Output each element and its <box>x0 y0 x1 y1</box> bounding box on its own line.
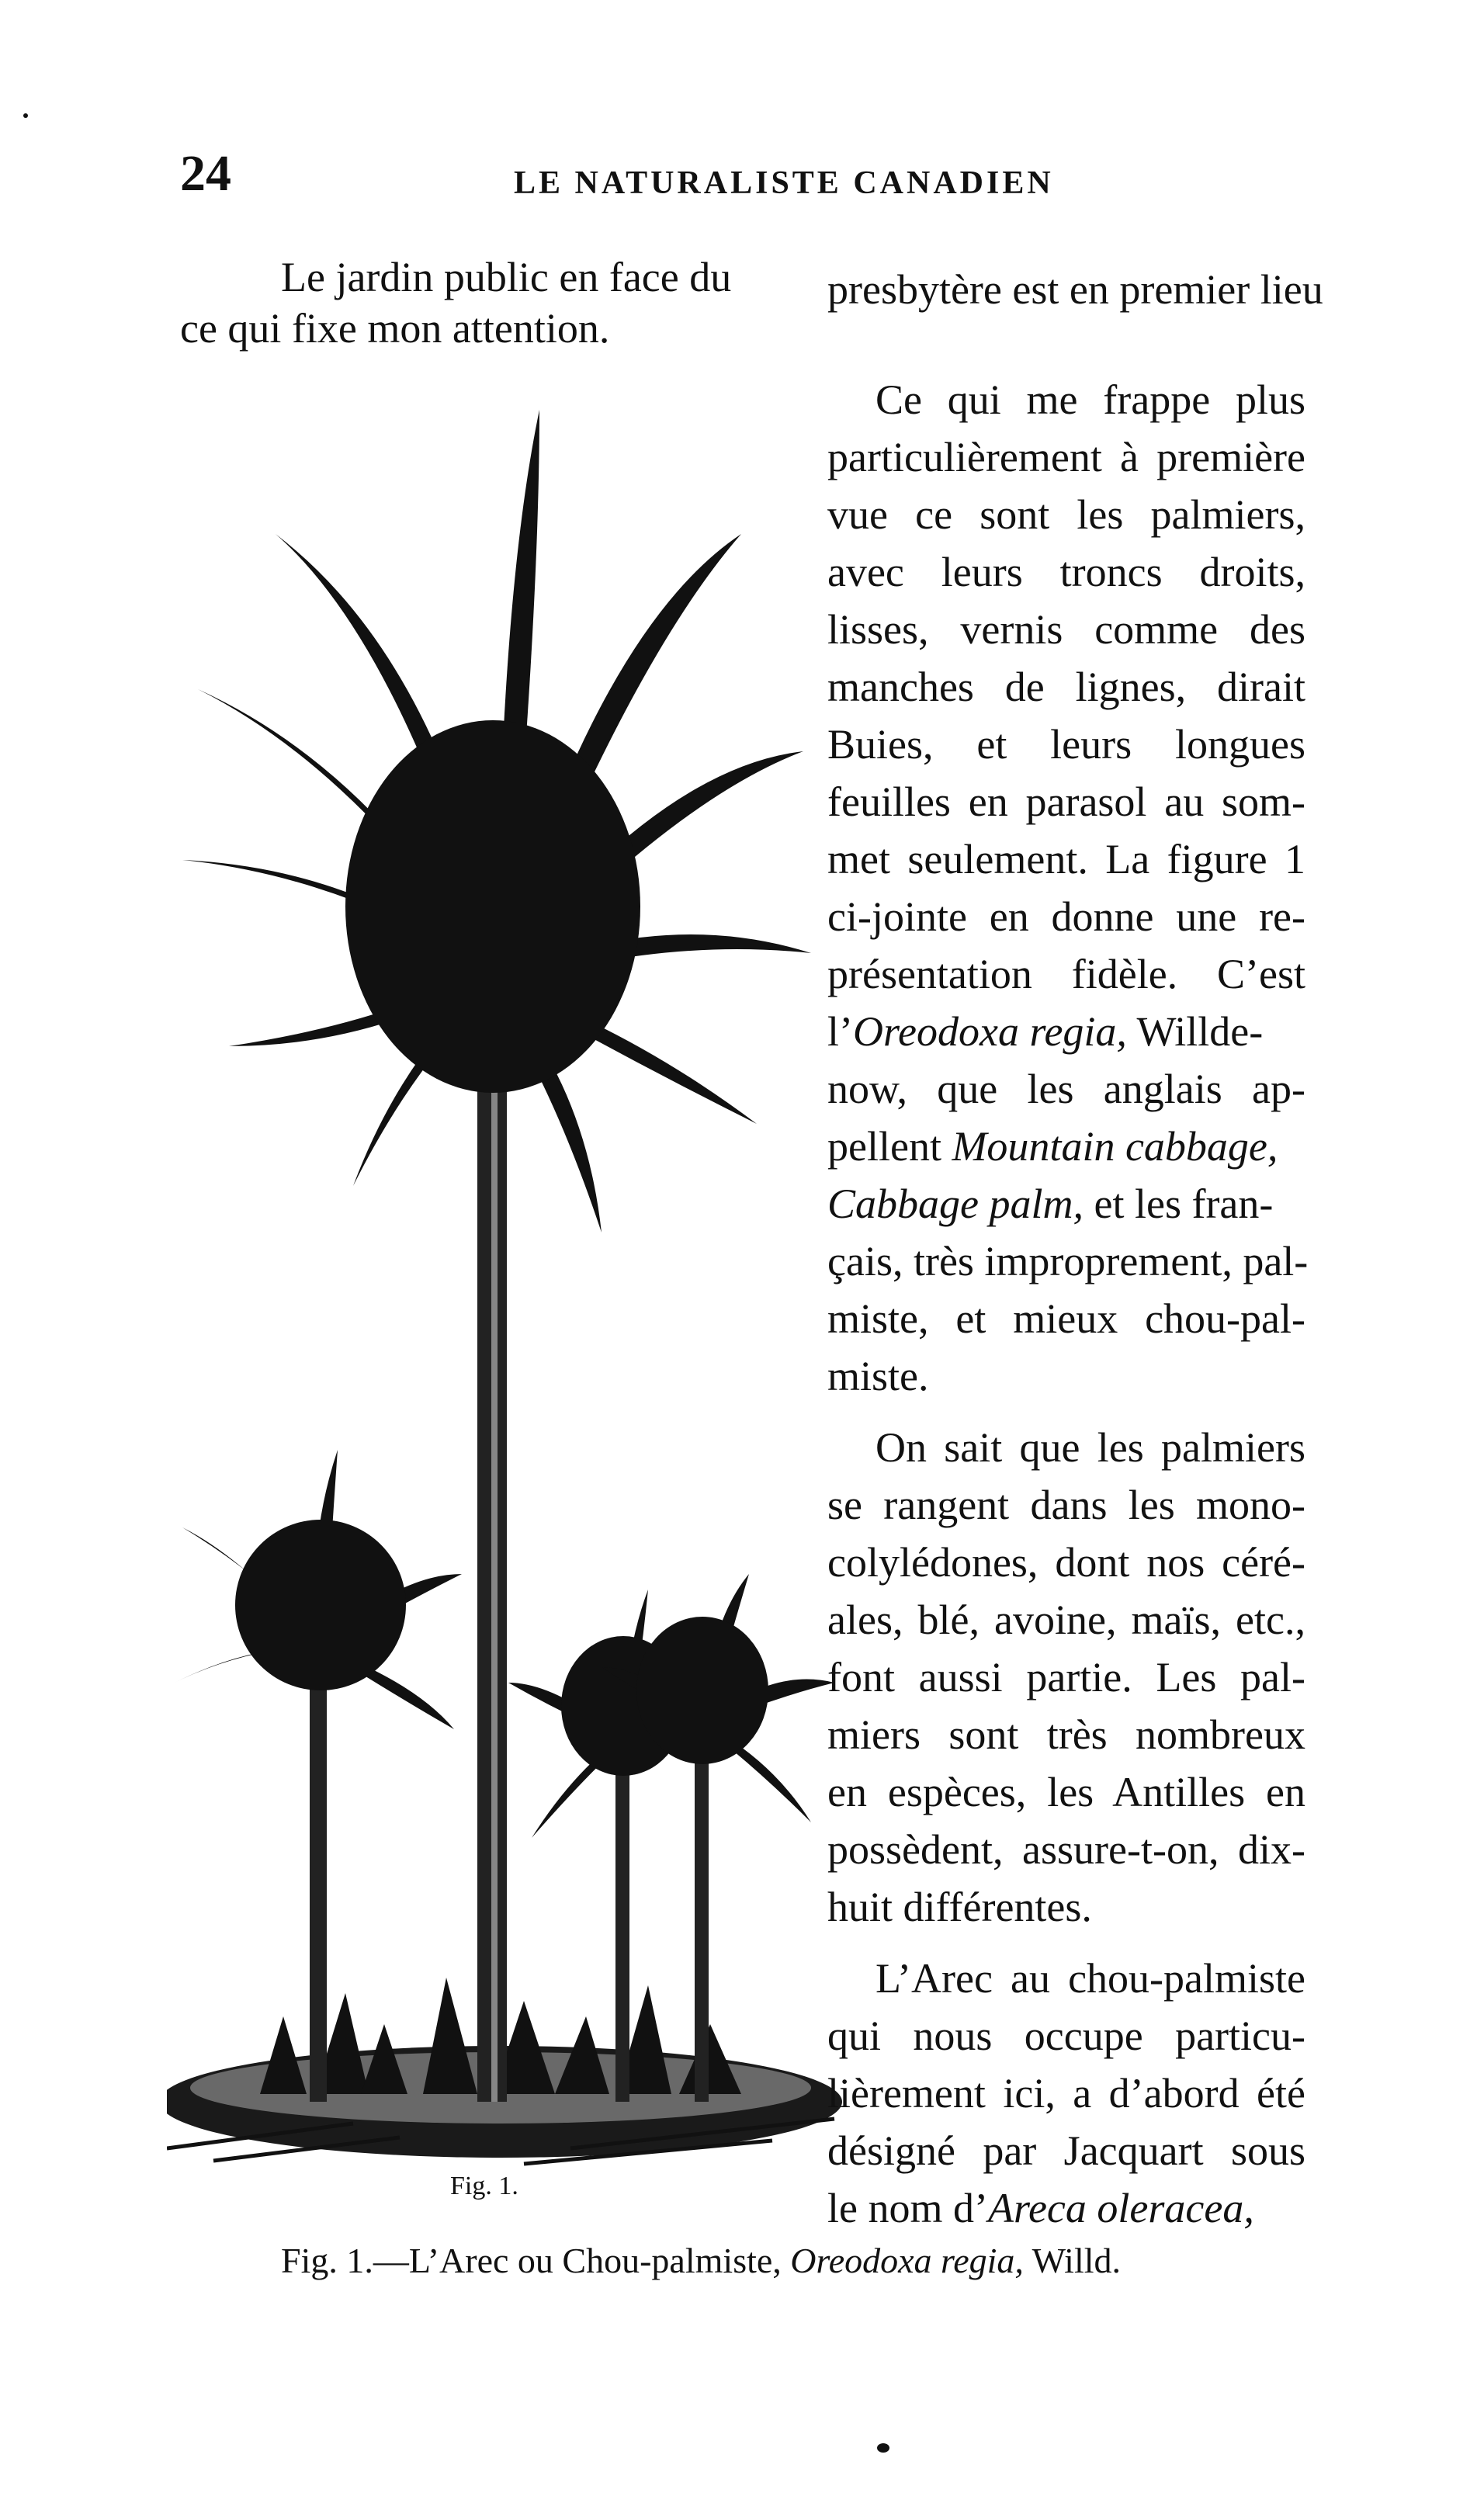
para3-line-4: désigné par Jacquart sous <box>827 2127 1305 2174</box>
para2-line-4: ales, blé, avoine, maïs, etc., <box>827 1597 1305 1643</box>
species-name-areca: Areca oleracea, <box>987 2185 1254 2231</box>
para2-line-2: se rangent dans les mono- <box>827 1482 1305 1528</box>
para2-line-8: possèdent, assure-t-on, dix- <box>827 1826 1305 1873</box>
para3-line-5-prefix: le nom d’ <box>827 2185 988 2231</box>
ink-speck <box>877 2443 889 2453</box>
para1-line-8: feuilles en parasol au som- <box>827 778 1305 825</box>
para1-line-15-suffix: et les fran- <box>1084 1180 1274 1227</box>
para2-line-1: On sait que les palmiers <box>875 1424 1305 1471</box>
para3-line-1: L’Arec au chou-palmiste <box>875 1955 1305 2002</box>
para1-line-12-suffix: Willde- <box>1126 1008 1264 1055</box>
para1-line-5: lisses, vernis comme des <box>827 606 1305 653</box>
para3-line-3: lièrement ici, a d’abord été <box>827 2070 1305 2117</box>
intro-line-1-right: presbytère est en premier lieu <box>827 266 1323 313</box>
para1-line-14-prefix: pellent <box>827 1123 952 1170</box>
caption-species: Oreodoxa regia, <box>790 2241 1024 2280</box>
running-title: LE NATURALISTE CANADIEN <box>514 165 1054 201</box>
para3-line-2: qui nous occupe particu- <box>827 2013 1305 2059</box>
para1-line-6: manches de lignes, dirait <box>827 664 1305 710</box>
para1-line-13: now, que les anglais ap- <box>827 1066 1305 1112</box>
para1-line-12-prefix: l’ <box>827 1008 853 1055</box>
para1-line-3: vue ce sont les palmiers, <box>827 491 1305 538</box>
common-name-mountain-cabbage: Mountain cabbage, <box>952 1123 1278 1170</box>
para1-line-7: Buies, et leurs longues <box>827 721 1305 768</box>
para1-line-12 <box>827 1008 1305 1055</box>
page-number: 24 <box>180 145 231 202</box>
para2-line-3: colylédones, dont nos céré- <box>827 1539 1305 1586</box>
ink-speck <box>23 113 28 118</box>
intro-line-2: ce qui fixe mon attention. <box>180 305 610 352</box>
para1-line-17: miste, et mieux chou-pal- <box>827 1295 1305 1342</box>
para1-line-15 <box>827 1180 1305 1227</box>
para1-line-11: présentation fidèle. C’est <box>827 951 1305 997</box>
species-name-oreodoxa: Oreodoxa regia, <box>853 1008 1127 1055</box>
caption-suffix: Willd. <box>1023 2241 1122 2280</box>
para1-line-10: ci-jointe en donne une re- <box>827 893 1305 940</box>
para1-line-9: met seulement. La figure 1 <box>827 836 1305 882</box>
para3-line-5 <box>827 2187 1305 2229</box>
para1-line-1: Ce qui me frappe plus <box>875 376 1305 423</box>
para1-line-16: çais, très improprement, pal- <box>827 1238 1309 1285</box>
para1-line-18: miste. <box>827 1353 929 1399</box>
palm-illustration <box>167 363 850 2172</box>
common-name-cabbage-palm: Cabbage palm, <box>827 1180 1084 1227</box>
para2-line-5: font aussi partie. Les pal- <box>827 1654 1305 1701</box>
para2-line-6: miers sont très nombreux <box>827 1711 1305 1758</box>
para2-line-9: huit différentes. <box>827 1884 1092 1930</box>
figure-label-small: Fig. 1. <box>450 2172 518 2200</box>
intro-line-1-left: Le jardin public en face du <box>281 254 732 300</box>
para1-line-2: particulièrement à première <box>827 434 1305 480</box>
para2-line-7: en espèces, les Antilles en <box>827 1769 1305 1815</box>
para1-line-14 <box>827 1123 1305 1170</box>
figure-caption <box>281 2240 1121 2281</box>
para1-line-4: avec leurs troncs droits, <box>827 549 1305 595</box>
caption-prefix: Fig. 1.—L’Arec ou Chou-palmiste, <box>281 2241 791 2280</box>
